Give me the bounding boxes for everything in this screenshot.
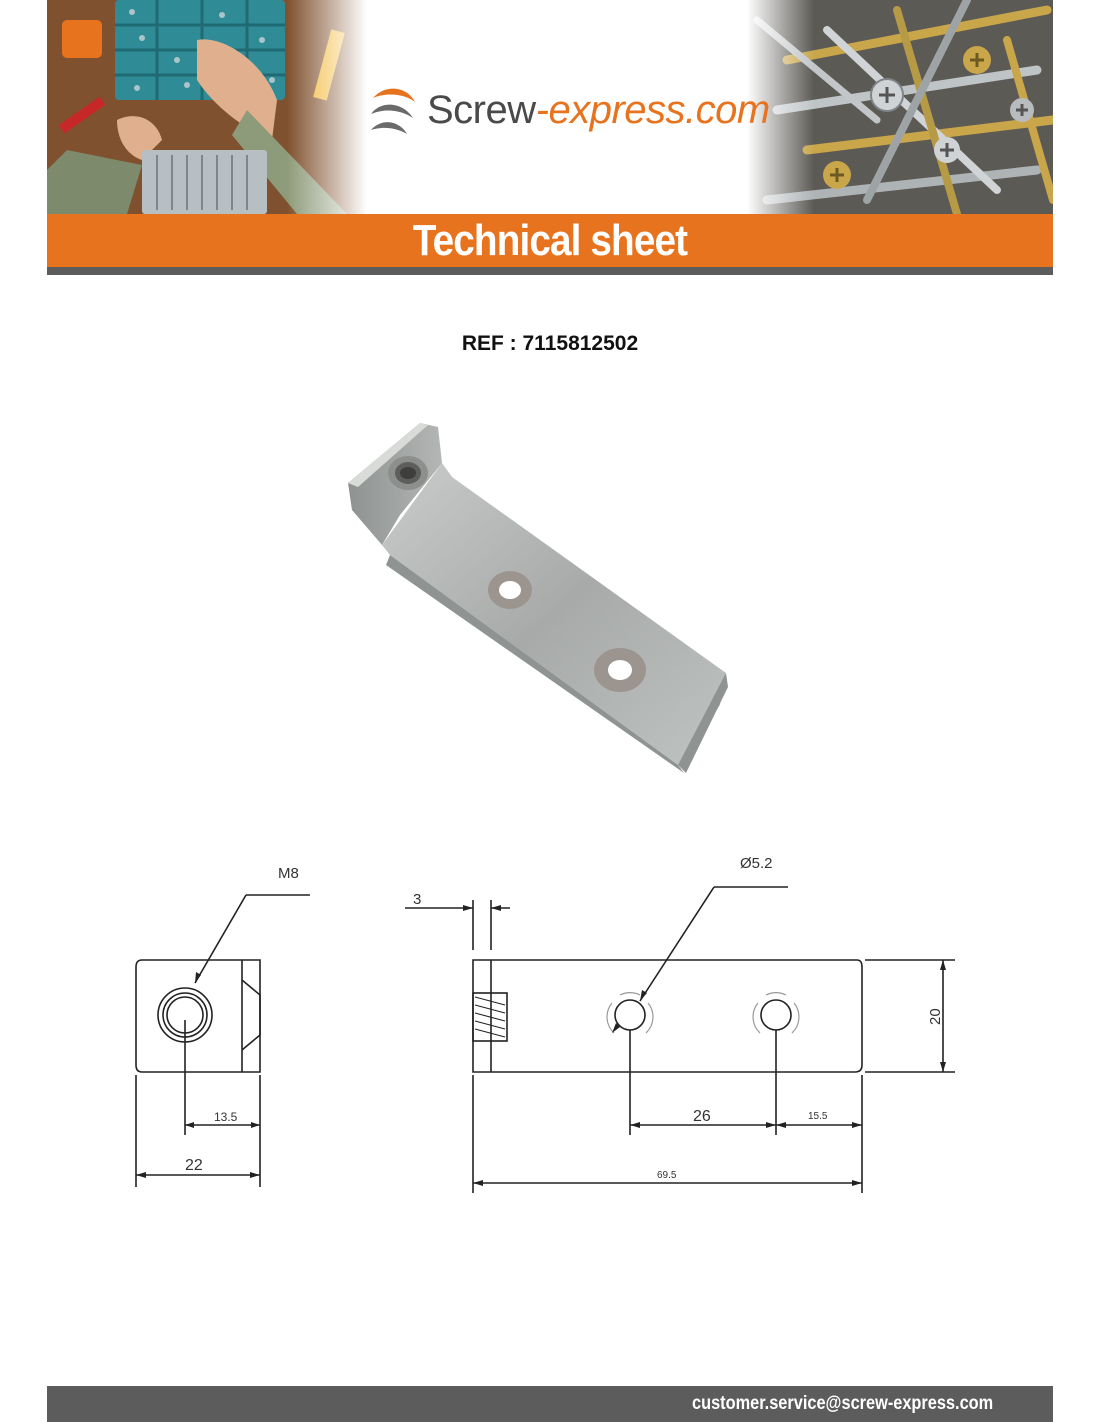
title-bar (47, 214, 1053, 267)
footer-email[interactable]: customer.service@screw-express.com (691, 1393, 993, 1414)
brand-name (427, 88, 770, 133)
thickness-label: 3 (413, 891, 422, 908)
product-photo (330, 405, 750, 785)
banner-photos (47, 0, 1053, 214)
technical-drawing (100, 845, 1000, 1205)
brand-name-part2: -express.com (535, 87, 770, 132)
title-underline (47, 267, 1053, 275)
height-label: 20 (927, 1008, 944, 1025)
brand-name-part1: Screw (427, 87, 536, 132)
width-label: 22 (185, 1157, 203, 1174)
screws-photo (747, 0, 1053, 214)
workshop-photo (47, 0, 367, 214)
mounting-hole-2-icon (761, 1000, 791, 1030)
overall-length-label: 69.5 (657, 1170, 677, 1181)
hole-diameter-label: Ø5.2 (740, 855, 773, 872)
brand-swoosh-icon (367, 80, 419, 140)
banner-title: Technical sheet (412, 215, 688, 265)
hole-spacing-label: 26 (693, 1108, 711, 1125)
thread-label: M8 (278, 865, 299, 882)
front-view-outline (473, 960, 862, 1072)
reference-number: REF : 7115812502 (461, 332, 639, 355)
mounting-hole-1-icon (615, 1000, 645, 1030)
thread-offset-label: 13.5 (214, 1110, 238, 1124)
header-banner (47, 0, 1053, 276)
brand-logo (367, 78, 770, 142)
footer-bar (47, 1386, 1053, 1422)
edge-offset-label: 15.5 (808, 1111, 828, 1122)
